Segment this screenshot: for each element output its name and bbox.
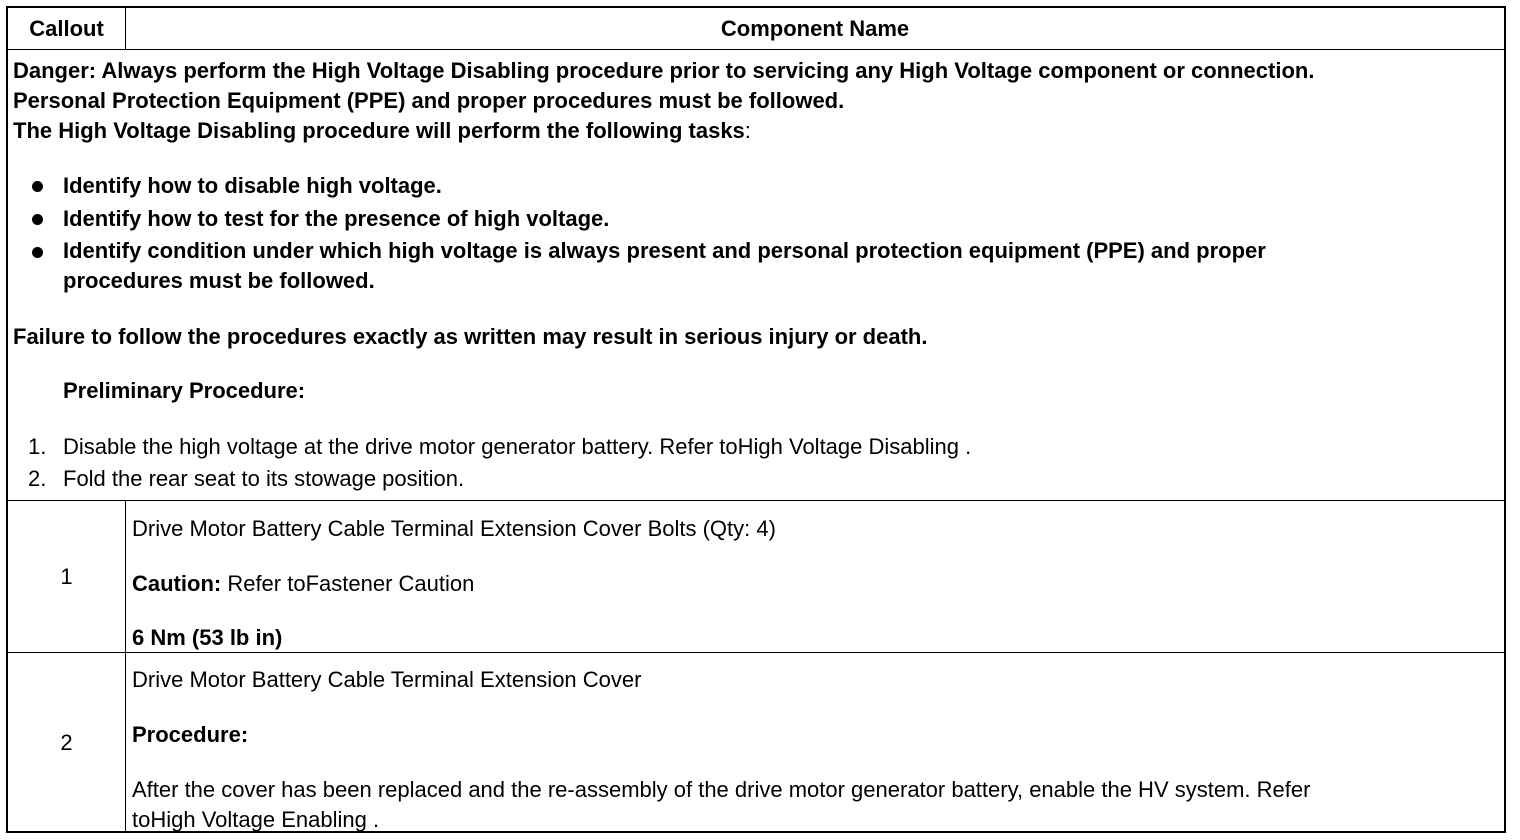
procedure-text-line-2: toHigh Voltage Enabling . [132, 807, 380, 832]
bullet-icon [32, 181, 43, 192]
step-number-1: 1. [28, 434, 47, 459]
danger-line-2: Personal Protection Equipment (PPE) and proper procedures must be followed. [13, 88, 845, 113]
bullet-item-3: Identify condition under which high voltage is always present and personal protection equipment (PPE) and proper [63, 238, 1266, 263]
danger-line-3 [13, 116, 751, 146]
caution-text: Refer toFastener Caution [221, 571, 475, 596]
table-row [8, 501, 1504, 653]
procedure-label: Procedure: [132, 722, 249, 747]
preliminary-heading: Preliminary Procedure: [63, 378, 306, 403]
header-callout: Callout [8, 8, 126, 49]
bullet-icon [32, 214, 43, 225]
torque-spec: 6 Nm (53 lb in) [132, 625, 283, 650]
procedure-text-line-1: After the cover has been replaced and the re-assembly of the drive motor generator battery, enable the HV system. Refer [132, 777, 1311, 802]
component-name: Drive Motor Battery Cable Terminal Extension Cover [132, 667, 642, 692]
step-text-2: Fold the rear seat to its stowage position. [63, 466, 465, 491]
table-row [8, 653, 1504, 833]
callout-number: 2 [8, 653, 126, 833]
component-cell [126, 501, 1504, 652]
callout-number: 1 [8, 501, 126, 652]
bullet-item-2: Identify how to test for the presence of high voltage. [63, 206, 610, 231]
caution-line [132, 569, 474, 599]
danger-line-1: Danger: Always perform the High Voltage Disabling procedure prior to servicing any High Voltage component or connection. [13, 58, 1315, 83]
step-number-2: 2. [28, 466, 47, 491]
danger-line-3-colon: : [744, 118, 751, 143]
bullet-item-3-cont: procedures must be followed. [63, 268, 375, 293]
step-text-1: Disable the high voltage at the drive motor generator battery. Refer toHigh Voltage Disabling . [63, 434, 972, 459]
failure-warning: Failure to follow the procedures exactly as written may result in serious injury or death. [13, 324, 928, 349]
danger-line-3-text: The High Voltage Disabling procedure will perform the following tasks [13, 118, 745, 143]
caution-label: Caution: [132, 571, 222, 596]
bullet-icon [32, 247, 43, 258]
header-component-name: Component Name [720, 15, 910, 41]
component-name: Drive Motor Battery Cable Terminal Extension Cover Bolts (Qty: 4) [132, 516, 776, 541]
component-table [6, 6, 1506, 833]
danger-notice-row [8, 50, 1504, 501]
bullet-item-1: Identify how to disable high voltage. [63, 173, 442, 198]
table-header-row [8, 8, 1504, 50]
component-cell [126, 653, 1504, 833]
